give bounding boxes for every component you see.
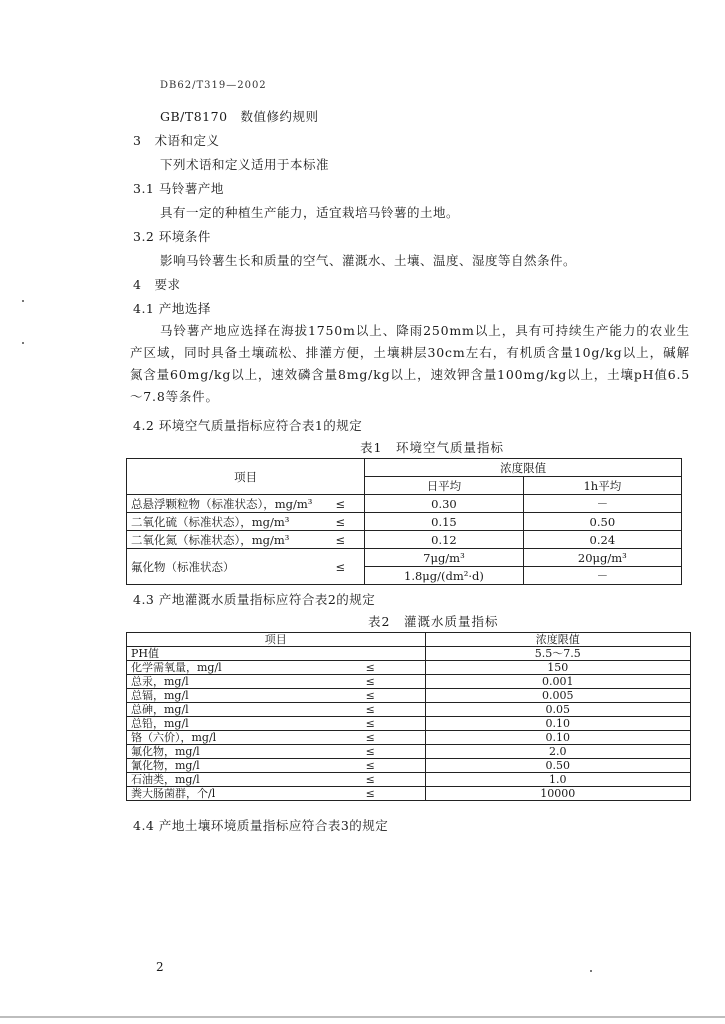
- row-name: 铬（六价），mg/l: [127, 731, 317, 745]
- row-hourly: 20μg/m³: [523, 549, 681, 567]
- clause-4-2-heading: 4.2 环境空气质量指标应符合表1的规定: [133, 418, 363, 433]
- row-daily: 0.12: [365, 531, 524, 549]
- row-operator: ≤: [316, 787, 425, 801]
- footer-rule: [0, 1016, 725, 1018]
- row-operator: ≤: [316, 759, 425, 773]
- header-limit: 浓度限值: [425, 633, 690, 647]
- row-name: 化学需氧量，mg/l: [127, 661, 317, 675]
- irrigation-water-rows: [127, 647, 691, 801]
- row-value: 0.10: [425, 731, 690, 745]
- table-row: [127, 759, 691, 773]
- section-3-heading: 3 术语和定义: [133, 133, 220, 148]
- term-3-2-definition: 影响马铃薯生长和质量的空气、灌溉水、土壤、温度、湿度等自然条件。: [160, 253, 577, 268]
- table-header-row: [127, 459, 682, 477]
- row-operator: ≤: [316, 689, 425, 703]
- row-name: 二氧化氮（标准状态），mg/m³: [127, 531, 317, 549]
- row-value: 0.50: [425, 759, 690, 773]
- row-operator: ≤: [316, 703, 425, 717]
- row-name: 总铅，mg/l: [127, 717, 317, 731]
- table-row: [127, 773, 691, 787]
- row-value: 0.001: [425, 675, 690, 689]
- row-daily: 7μg/m³: [365, 549, 524, 567]
- table-2-caption: 表2 灌溉水质量指标: [368, 614, 499, 629]
- row-name: 总汞，mg/l: [127, 675, 317, 689]
- row-name: 氰化物，mg/l: [127, 759, 317, 773]
- row-operator: ≤: [316, 549, 364, 585]
- term-3-1-heading: 3.1 马铃薯产地: [133, 181, 224, 196]
- table-row: [127, 731, 691, 745]
- row-name: 粪大肠菌群，个/l: [127, 787, 317, 801]
- row-name: 氟化物（标准状态）: [127, 549, 317, 585]
- clause-4-1-heading: 4.1 产地选择: [133, 301, 211, 316]
- row-hourly: －: [523, 495, 681, 513]
- row-operator: ≤: [316, 773, 425, 787]
- row-value: 0.10: [425, 717, 690, 731]
- table-row: [127, 549, 682, 567]
- row-operator: ≤: [316, 745, 425, 759]
- row-name: 二氧化硫（标准状态），mg/m³: [127, 513, 317, 531]
- row-operator: ≤: [316, 495, 364, 513]
- irrigation-water-table: [126, 632, 691, 801]
- row-value: 2.0: [425, 745, 690, 759]
- scan-speck: [22, 300, 24, 302]
- header-daily: 日平均: [365, 477, 524, 495]
- row-name: 总悬浮颗粒物（标准状态），mg/m³: [127, 495, 317, 513]
- row-name: 总镉，mg/l: [127, 689, 317, 703]
- row-name: 总砷，mg/l: [127, 703, 317, 717]
- table-row: [127, 495, 682, 513]
- term-3-2-heading: 3.2 环境条件: [133, 229, 211, 244]
- table-row: [127, 661, 691, 675]
- table-1-caption: 表1 环境空气质量指标: [360, 440, 504, 455]
- table-row: [127, 703, 691, 717]
- header-hourly: 1h平均: [523, 477, 681, 495]
- row-daily: 0.15: [365, 513, 524, 531]
- row-daily-alt: 1.8μg/(dm²·d): [365, 567, 524, 585]
- row-operator: ≤: [316, 661, 425, 675]
- row-hourly: 0.24: [523, 531, 681, 549]
- table-header-row: [127, 633, 691, 647]
- scan-speck: [590, 970, 592, 972]
- page-number: 2: [156, 960, 164, 974]
- row-hourly: 0.50: [523, 513, 681, 531]
- row-value: 5.5～7.5: [425, 647, 690, 661]
- row-name: 石油类，mg/l: [127, 773, 317, 787]
- section-4-heading: 4 要求: [133, 277, 181, 292]
- normative-reference: GB/T8170 数值修约规则: [160, 109, 319, 124]
- row-hourly-alt: －: [523, 567, 681, 585]
- table-row: [127, 689, 691, 703]
- row-daily: 0.30: [365, 495, 524, 513]
- header-item: 项目: [127, 633, 426, 647]
- clause-4-3-heading: 4.3 产地灌溉水质量指标应符合表2的规定: [133, 592, 376, 607]
- table-row: [127, 717, 691, 731]
- clause-4-1-paragraph: 马铃薯产地应选择在海拔1750m以上、降雨250mm以上，具有可持续生产能力的农业生产区域，同时具备土壤疏松、排灌方便，土壤耕层30cm左右，有机质含量10g/kg以上，碱解氮含量60mg/kg以上，速效磷含量8mg/kg以上，速效钾含量100mg/kg以上，土壤pH值6.5～7.8等条件。: [130, 323, 690, 404]
- row-name: PH值: [127, 647, 317, 661]
- row-operator: [316, 647, 425, 661]
- row-value: 0.005: [425, 689, 690, 703]
- row-value: 0.05: [425, 703, 690, 717]
- row-name: 氟化物，mg/l: [127, 745, 317, 759]
- clause-4-4-heading: 4.4 产地土壤环境质量指标应符合表3的规定: [133, 818, 389, 833]
- header-item: 项目: [127, 459, 365, 495]
- row-value: 1.0: [425, 773, 690, 787]
- table-row: [127, 787, 691, 801]
- term-3-1-definition: 具有一定的种植生产能力，适宜栽培马铃薯的土地。: [160, 205, 460, 220]
- row-value: 10000: [425, 787, 690, 801]
- row-value: 150: [425, 661, 690, 675]
- table-row: [127, 647, 691, 661]
- page-header: DB62/T319—2002: [160, 80, 267, 91]
- table-row: [127, 745, 691, 759]
- table-row: [127, 531, 682, 549]
- section-3-intro: 下列术语和定义适用于本标准: [160, 157, 330, 172]
- table-row: [127, 675, 691, 689]
- row-operator: ≤: [316, 513, 364, 531]
- air-quality-table: [126, 458, 682, 585]
- header-limit: 浓度限值: [365, 459, 682, 477]
- table-row: [127, 513, 682, 531]
- scan-speck: [22, 342, 24, 344]
- row-operator: ≤: [316, 717, 425, 731]
- row-operator: ≤: [316, 731, 425, 745]
- row-operator: ≤: [316, 531, 364, 549]
- row-operator: ≤: [316, 675, 425, 689]
